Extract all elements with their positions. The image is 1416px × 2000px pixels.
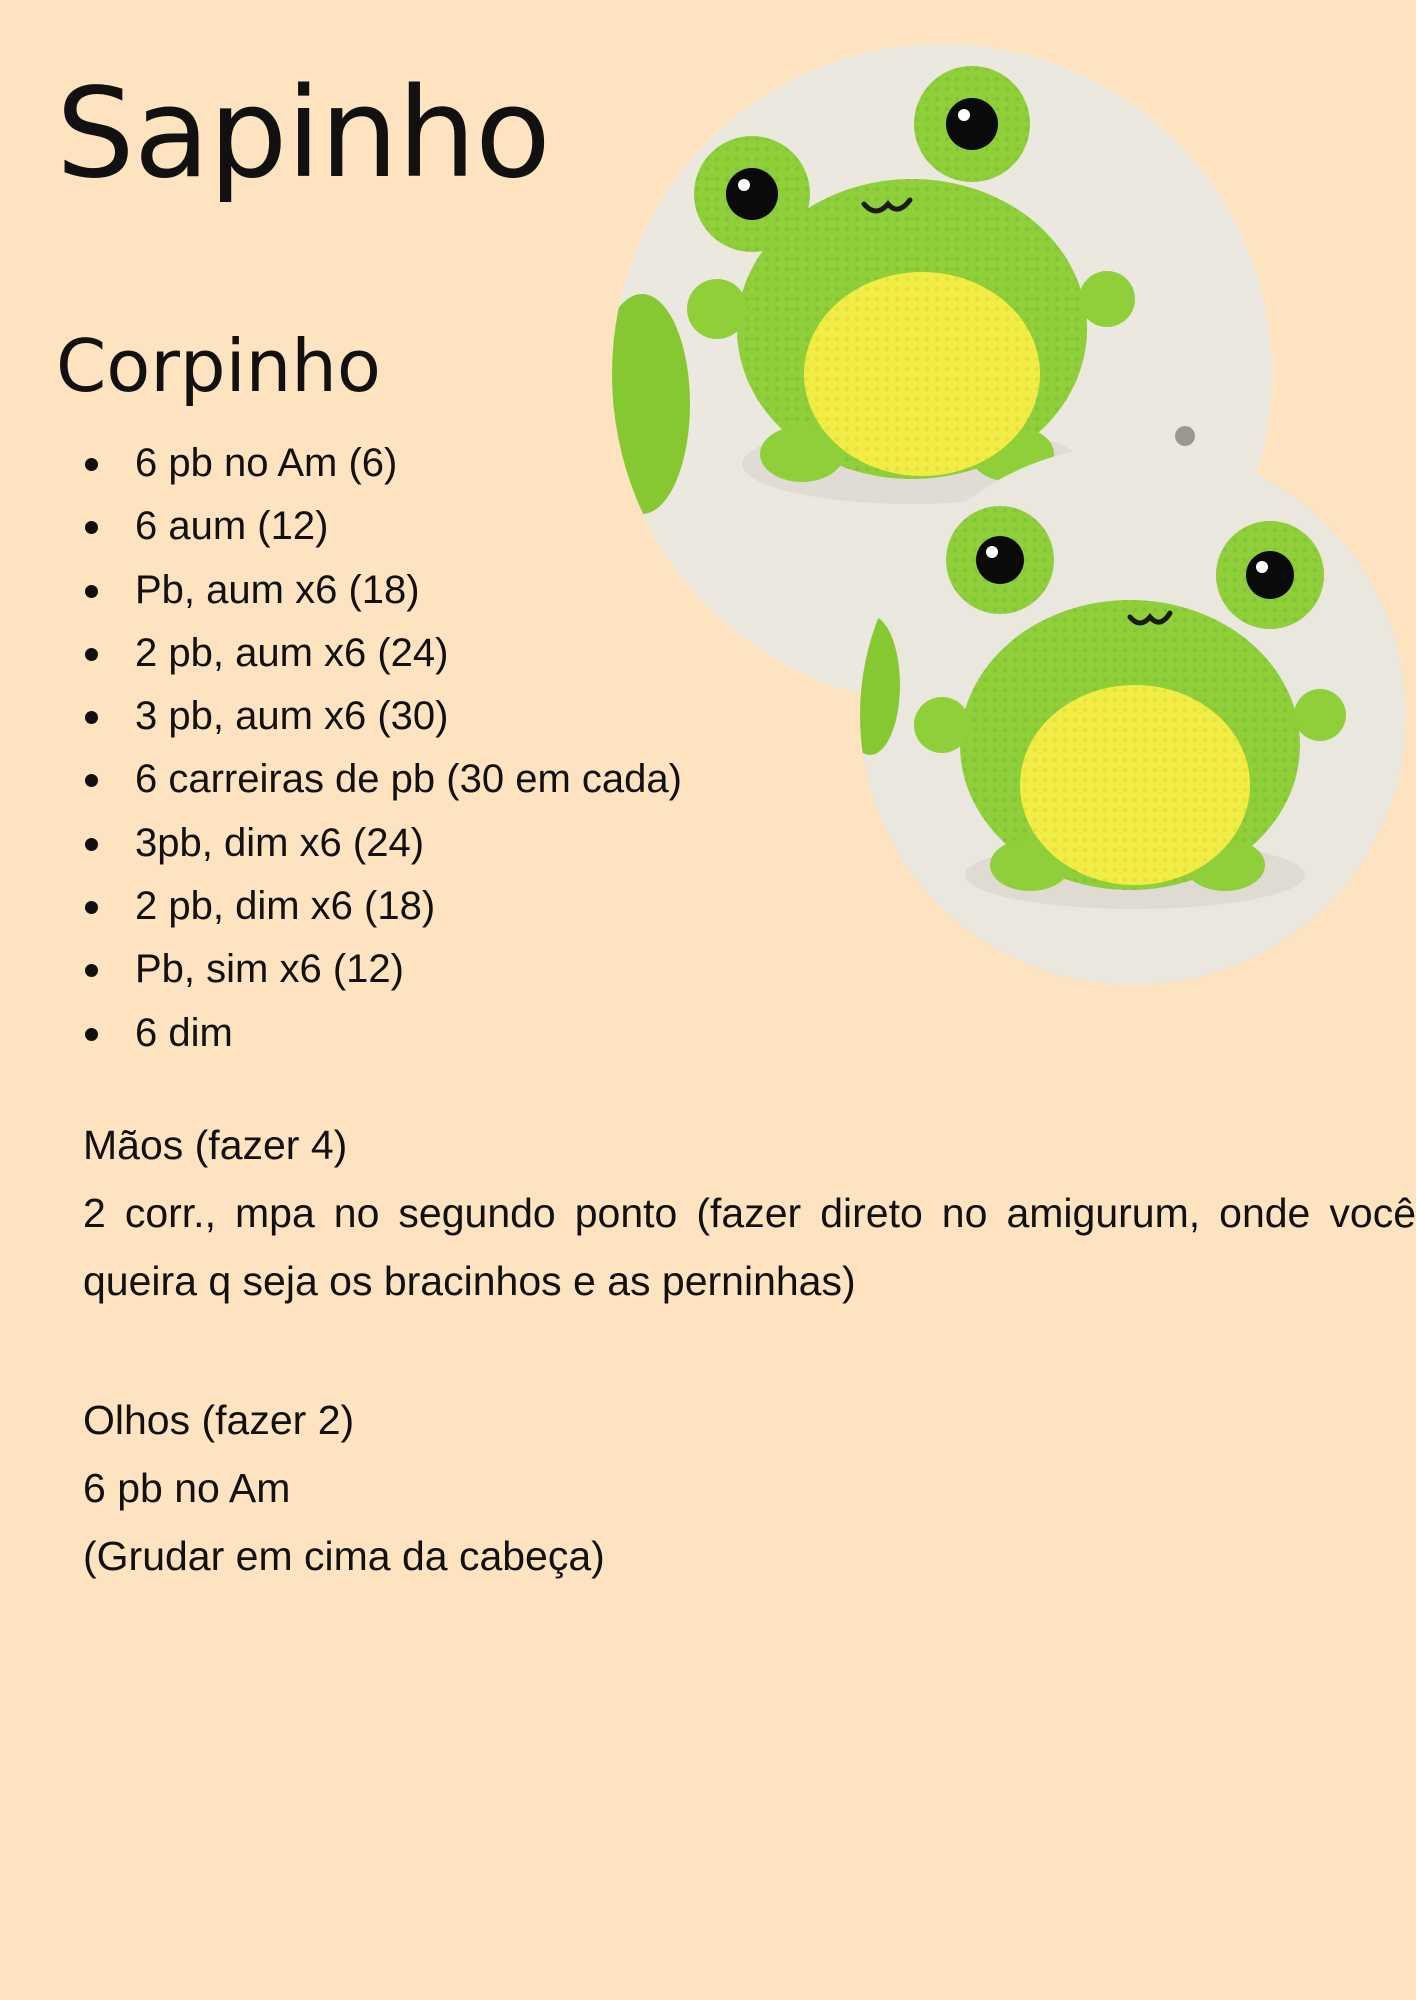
eyes-section bbox=[83, 1386, 1416, 1590]
corpinho-steps-list bbox=[0, 432, 682, 1065]
list-item bbox=[0, 812, 682, 875]
list-item bbox=[0, 748, 682, 811]
bullet-icon bbox=[85, 1028, 98, 1041]
bullet-icon bbox=[85, 964, 98, 977]
bullet-icon bbox=[85, 585, 98, 598]
bullet-icon bbox=[85, 774, 98, 787]
hands-section bbox=[83, 1111, 1416, 1315]
bullet-icon bbox=[85, 711, 98, 724]
hands-heading: Mãos (fazer 4) bbox=[83, 1122, 348, 1168]
step-text: 6 aum (12) bbox=[135, 504, 329, 549]
page-title: Sapinho bbox=[56, 62, 550, 206]
list-item bbox=[0, 432, 682, 495]
bullet-icon bbox=[85, 838, 98, 851]
bullet-icon bbox=[85, 458, 98, 471]
step-text: 6 carreiras de pb (30 em cada) bbox=[135, 757, 682, 802]
step-text: 3pb, dim x6 (24) bbox=[135, 820, 425, 865]
step-text: 6 pb no Am (6) bbox=[135, 441, 398, 485]
list-item bbox=[0, 559, 682, 622]
frog-photo-small bbox=[860, 445, 1406, 985]
step-text: Pb, aum x6 (18) bbox=[135, 567, 420, 612]
step-text: Pb, sim x6 (12) bbox=[135, 947, 404, 992]
bullet-icon bbox=[85, 521, 98, 534]
list-item bbox=[0, 875, 682, 938]
list-item bbox=[0, 622, 682, 685]
step-text: 3 pb, aum x6 (30) bbox=[135, 694, 449, 739]
list-item bbox=[0, 938, 682, 1001]
section-title-corpinho: Corpinho bbox=[56, 324, 381, 408]
list-item bbox=[0, 685, 682, 748]
frog-illustration bbox=[860, 445, 1406, 985]
step-text: 2 pb, aum x6 (24) bbox=[135, 630, 449, 675]
bullet-icon bbox=[85, 901, 98, 914]
list-item bbox=[0, 495, 682, 558]
bullet-icon bbox=[85, 648, 98, 661]
step-text: 6 dim bbox=[135, 1010, 233, 1055]
eyes-heading: Olhos (fazer 2) bbox=[83, 1397, 355, 1443]
eyes-instruction: 6 pb no Am bbox=[83, 1465, 291, 1511]
eyes-note: (Grudar em cima da cabeça) bbox=[83, 1533, 605, 1579]
hands-instructions: 2 corr., mpa no segundo ponto (fazer direto no amigurum, onde você queira q seja os bracinhos e as perninhas) bbox=[83, 1190, 1416, 1304]
list-item bbox=[0, 1002, 682, 1065]
step-text: 2 pb, dim x6 (18) bbox=[135, 884, 436, 929]
